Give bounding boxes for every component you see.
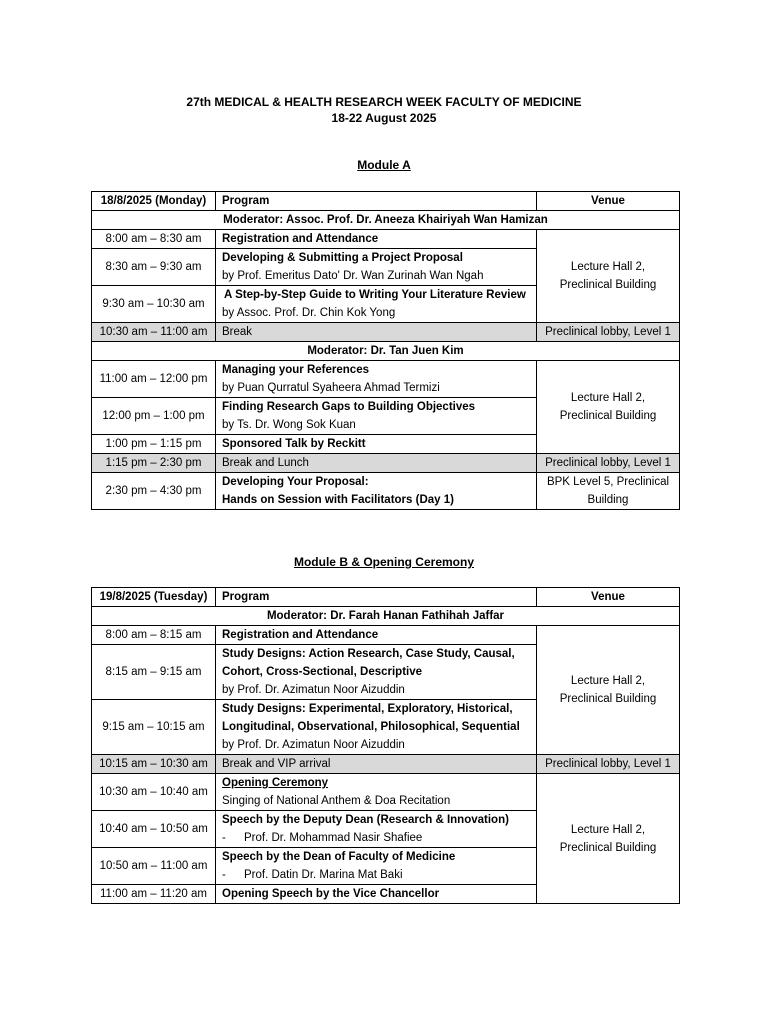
moderator-row xyxy=(92,342,680,361)
program-title: Developing & Submitting a Project Proposal xyxy=(222,252,463,264)
venue-cell: Preclinical lobby, Level 1 xyxy=(537,454,680,473)
program-cell xyxy=(216,774,537,811)
table-row xyxy=(92,230,680,249)
table-row xyxy=(92,774,680,811)
program-title: Break and VIP arrival xyxy=(216,755,537,774)
moderator-row xyxy=(92,607,680,626)
program-title: Finding Research Gaps to Building Objectives xyxy=(222,401,476,413)
document-title: 27th MEDICAL & HEALTH RESEARCH WEEK FACULTY OF MEDICINE xyxy=(186,95,582,109)
time-cell: 12:00 pm – 1:00 pm xyxy=(92,398,216,435)
program-subtitle: Longitudinal, Observational, Philosophical, Sequential xyxy=(222,721,520,733)
time-cell: 1:15 pm – 2:30 pm xyxy=(92,454,216,473)
program-title: Sponsored Talk by Reckitt xyxy=(216,435,537,454)
day-header: 19/8/2025 (Tuesday) xyxy=(92,588,216,607)
speaker-name: by Prof. Dr. Azimatun Noor Aizuddin xyxy=(222,684,405,696)
program-cell xyxy=(216,473,537,510)
module-a-schedule-table xyxy=(91,191,680,510)
table-header-row xyxy=(92,192,680,211)
time-cell: 10:15 am – 10:30 am xyxy=(92,755,216,774)
program-cell xyxy=(216,249,537,286)
program-cell xyxy=(216,811,537,848)
bullet-dash: - xyxy=(222,869,226,881)
program-title: A Step-by-Step Guide to Writing Your Literature Review xyxy=(224,289,526,301)
moderator-row xyxy=(92,211,680,230)
venue-text: Lecture Hall 2, Preclinical Building xyxy=(559,392,657,422)
speaker-line xyxy=(222,866,530,884)
program-title: Registration and Attendance xyxy=(216,230,537,249)
program-title: Study Designs: Action Research, Case Study, Causal, xyxy=(222,648,515,660)
program-title: Opening Ceremony xyxy=(222,777,329,789)
program-cell xyxy=(216,398,537,435)
time-cell: 8:00 am – 8:30 am xyxy=(92,230,216,249)
speaker-name: by Prof. Dr. Azimatun Noor Aizuddin xyxy=(222,739,405,751)
speaker-name: Prof. Dr. Mohammad Nasir Shafiee xyxy=(244,832,423,844)
module-a-title: Module A xyxy=(357,158,411,172)
time-cell: 1:00 pm – 1:15 pm xyxy=(92,435,216,454)
table-row xyxy=(92,361,680,398)
module-b-schedule-table xyxy=(91,587,680,904)
speaker-name: by Assoc. Prof. Dr. Chin Kok Yong xyxy=(222,307,396,319)
break-row xyxy=(92,454,680,473)
venue-cell xyxy=(537,626,680,755)
program-header: Program xyxy=(216,192,537,211)
program-header: Program xyxy=(216,588,537,607)
venue-cell xyxy=(537,473,680,510)
program-subtitle: Cohort, Cross-Sectional, Descriptive xyxy=(222,666,423,678)
venue-cell: Preclinical lobby, Level 1 xyxy=(537,755,680,774)
table-row xyxy=(92,473,680,510)
speaker-name: by Prof. Emeritus Dato' Dr. Wan Zurinah Wan Ngah xyxy=(222,270,484,282)
table-row xyxy=(92,626,680,645)
program-cell xyxy=(216,645,537,700)
speaker-name: Prof. Datin Dr. Marina Mat Baki xyxy=(244,869,403,881)
speaker-name: by Puan Qurratul Syaheera Ahmad Termizi xyxy=(222,382,440,394)
moderator-text: Moderator: Dr. Tan Juen Kim xyxy=(92,342,680,361)
time-cell: 10:50 am – 11:00 am xyxy=(92,848,216,885)
time-cell: 8:30 am – 9:30 am xyxy=(92,249,216,286)
moderator-text: Moderator: Assoc. Prof. Dr. Aneeza Khairiyah Wan Hamizan xyxy=(92,211,680,230)
speaker-name: by Ts. Dr. Wong Sok Kuan xyxy=(222,419,356,431)
venue-cell xyxy=(537,230,680,323)
venue-cell xyxy=(537,361,680,454)
venue-cell xyxy=(537,774,680,904)
table-header-row xyxy=(92,588,680,607)
program-subtitle: Hands on Session with Facilitators (Day 1) xyxy=(222,494,454,506)
program-cell xyxy=(216,286,537,323)
bullet-dash: - xyxy=(222,832,226,844)
speaker-name: Singing of National Anthem & Doa Recitation xyxy=(222,795,451,807)
program-cell xyxy=(216,361,537,398)
time-cell: 8:15 am – 9:15 am xyxy=(92,645,216,700)
day-header: 18/8/2025 (Monday) xyxy=(92,192,216,211)
program-cell xyxy=(216,700,537,755)
program-title: Managing your References xyxy=(222,364,369,376)
venue-header: Venue xyxy=(537,192,680,211)
break-row xyxy=(92,323,680,342)
time-cell: 10:30 am – 11:00 am xyxy=(92,323,216,342)
program-cell xyxy=(216,848,537,885)
time-cell: 11:00 am – 11:20 am xyxy=(92,885,216,904)
program-title: Speech by the Dean of Faculty of Medicine xyxy=(222,851,456,863)
document-dates: 18-22 August 2025 xyxy=(331,111,437,125)
time-cell: 8:00 am – 8:15 am xyxy=(92,626,216,645)
time-cell: 10:40 am – 10:50 am xyxy=(92,811,216,848)
program-title: Break xyxy=(216,323,537,342)
program-title: Opening Speech by the Vice Chancellor xyxy=(216,885,537,904)
module-b-title: Module B & Opening Ceremony xyxy=(293,555,474,569)
venue-header: Venue xyxy=(537,588,680,607)
venue-cell: Preclinical lobby, Level 1 xyxy=(537,323,680,342)
moderator-text: Moderator: Dr. Farah Hanan Fathihah Jaffar xyxy=(92,607,680,626)
program-title: Break and Lunch xyxy=(216,454,537,473)
venue-text: Lecture Hall 2, Preclinical Building xyxy=(559,675,657,705)
program-title: Registration and Attendance xyxy=(216,626,537,645)
program-title: Speech by the Deputy Dean (Research & Innovation) xyxy=(222,814,509,826)
time-cell: 11:00 am – 12:00 pm xyxy=(92,361,216,398)
time-cell: 9:30 am – 10:30 am xyxy=(92,286,216,323)
time-cell: 9:15 am – 10:15 am xyxy=(92,700,216,755)
venue-text: Lecture Hall 2, Preclinical Building xyxy=(559,823,657,854)
program-title: Developing Your Proposal: xyxy=(222,476,369,488)
time-cell: 10:30 am – 10:40 am xyxy=(92,774,216,811)
program-title: Study Designs: Experimental, Exploratory, Historical, xyxy=(222,703,513,715)
venue-text: Lecture Hall 2, Preclinical Building xyxy=(559,261,657,291)
speaker-line xyxy=(222,829,530,847)
venue-text: BPK Level 5, Preclinical Building xyxy=(546,476,670,506)
break-row xyxy=(92,755,680,774)
time-cell: 2:30 pm – 4:30 pm xyxy=(92,473,216,510)
